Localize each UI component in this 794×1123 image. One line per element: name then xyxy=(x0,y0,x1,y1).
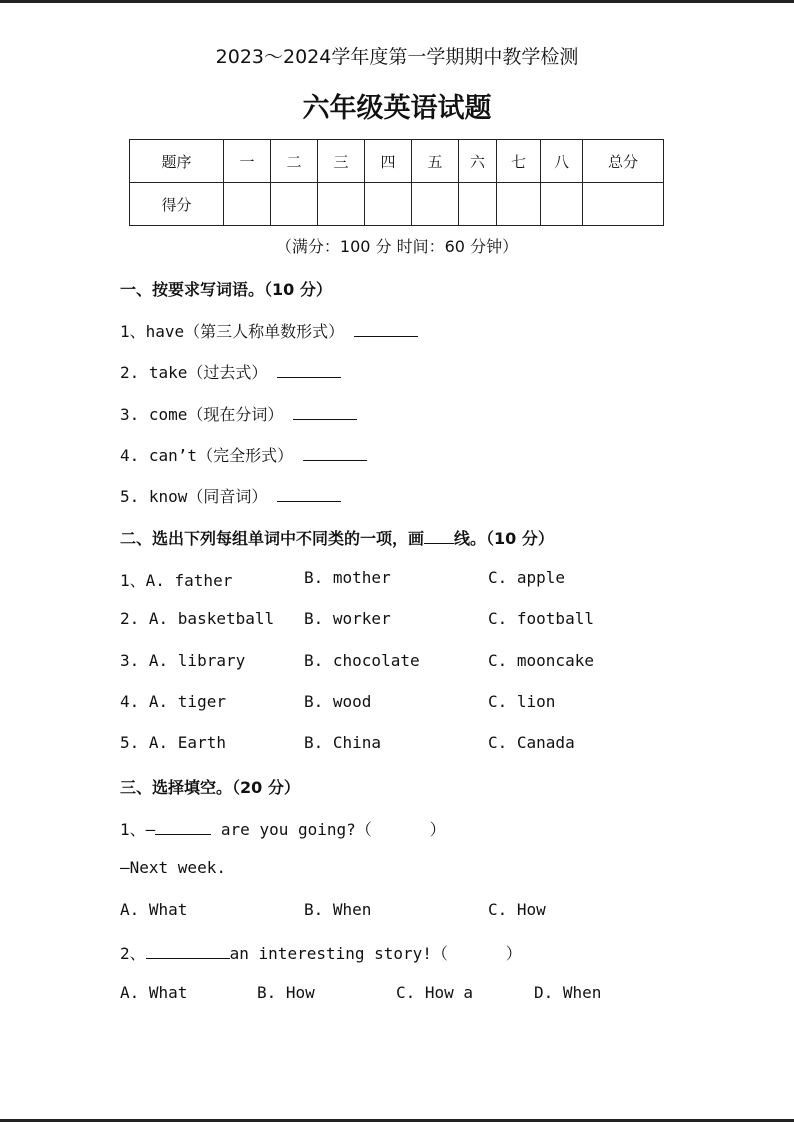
option-c[interactable]: C. Canada xyxy=(488,733,575,752)
option-a[interactable]: 3. A. library xyxy=(120,651,246,670)
table-cell: 四 xyxy=(365,140,412,183)
option-a[interactable]: A. What xyxy=(120,900,188,919)
option-a[interactable]: A. What xyxy=(120,983,188,1002)
question-text: are you going?（ ） xyxy=(211,820,446,839)
question-text: an interesting story!（ ） xyxy=(229,944,522,963)
option-b[interactable]: B. mother xyxy=(304,568,391,587)
table-cell: 六 xyxy=(459,140,497,183)
answer-blank[interactable] xyxy=(155,820,211,835)
option-a[interactable]: 2. A. basketball xyxy=(120,609,275,628)
option-c[interactable]: C. How xyxy=(488,900,546,919)
list-item xyxy=(120,443,367,466)
option-a[interactable]: 1、A. father xyxy=(120,571,233,590)
answer-blank[interactable] xyxy=(277,487,341,502)
top-border xyxy=(0,0,794,3)
question-number: 1、— xyxy=(120,820,156,839)
score-cell[interactable] xyxy=(497,183,541,226)
table-cell: 总分 xyxy=(583,140,664,183)
option-a[interactable]: 5. A. Earth xyxy=(120,733,226,752)
section-2-title-b: 线。（10 分） xyxy=(454,529,554,548)
item-text: 1、have（第三人称单数形式） xyxy=(120,322,345,341)
option-a[interactable]: 4. A. tiger xyxy=(120,692,226,711)
bottom-border xyxy=(0,1119,794,1122)
score-cell[interactable] xyxy=(365,183,412,226)
table-cell: 一 xyxy=(224,140,271,183)
list-item xyxy=(120,484,341,507)
exam-subtitle: 六年级英语试题 xyxy=(302,93,492,124)
answer-blank[interactable] xyxy=(277,363,341,378)
score-cell[interactable] xyxy=(583,183,664,226)
item-text: 3. come（现在分词） xyxy=(120,405,284,424)
table-cell: 题序 xyxy=(130,140,224,183)
section-3-title: 三、选择填空。（20 分） xyxy=(120,778,300,797)
option-b[interactable]: B. When xyxy=(304,900,372,919)
list-item xyxy=(120,319,418,342)
option-c[interactable]: C. mooncake xyxy=(488,651,594,670)
section-2-title xyxy=(120,526,554,549)
option-c[interactable]: C. football xyxy=(488,609,594,628)
option-b[interactable]: B. How xyxy=(257,983,315,1002)
underline-blank xyxy=(424,529,454,544)
score-cell[interactable] xyxy=(271,183,318,226)
question-2 xyxy=(120,941,522,964)
question-1 xyxy=(120,817,446,840)
item-text: 2. take（过去式） xyxy=(120,363,268,382)
score-cell[interactable] xyxy=(541,183,583,226)
item-text: 4. can’t（完全形式） xyxy=(120,446,294,465)
option-b[interactable]: B. China xyxy=(304,733,382,752)
table-cell: 八 xyxy=(541,140,583,183)
question-number: 2、 xyxy=(120,944,146,963)
table-cell: 二 xyxy=(271,140,318,183)
list-item xyxy=(120,360,341,383)
score-table-header-row xyxy=(130,140,664,183)
option-b[interactable]: B. wood xyxy=(304,692,372,711)
table-cell: 三 xyxy=(318,140,365,183)
option-b[interactable]: B. worker xyxy=(304,609,391,628)
answer-blank[interactable] xyxy=(354,322,418,337)
table-cell: 得分 xyxy=(130,183,224,226)
answer-blank[interactable] xyxy=(146,944,230,959)
section-2-title-a: 二、选出下列每组单词中不同类的一项，画 xyxy=(120,529,425,548)
option-d[interactable]: D. When xyxy=(534,983,602,1002)
section-1-title: 一、按要求写词语。（10 分） xyxy=(120,280,332,299)
score-table xyxy=(129,139,664,226)
table-cell: 七 xyxy=(497,140,541,183)
answer-blank[interactable] xyxy=(293,405,357,420)
exam-meta: （满分：100 分 时间：60 分钟） xyxy=(275,237,519,256)
question-1-response: —Next week. xyxy=(120,858,226,877)
option-c[interactable]: C. How a xyxy=(396,983,474,1002)
option-b[interactable]: B. chocolate xyxy=(304,651,420,670)
option-c[interactable]: C. lion xyxy=(488,692,556,711)
score-cell[interactable] xyxy=(318,183,365,226)
score-cell[interactable] xyxy=(412,183,459,226)
item-text: 5. know（同音词） xyxy=(120,487,268,506)
table-cell: 五 xyxy=(412,140,459,183)
score-cell[interactable] xyxy=(224,183,271,226)
answer-blank[interactable] xyxy=(303,446,367,461)
exam-title: 2023～2024学年度第一学期期中教学检测 xyxy=(215,46,579,68)
score-table-score-row xyxy=(130,183,664,226)
score-cell[interactable] xyxy=(459,183,497,226)
option-c[interactable]: C. apple xyxy=(488,568,566,587)
list-item xyxy=(120,402,357,425)
